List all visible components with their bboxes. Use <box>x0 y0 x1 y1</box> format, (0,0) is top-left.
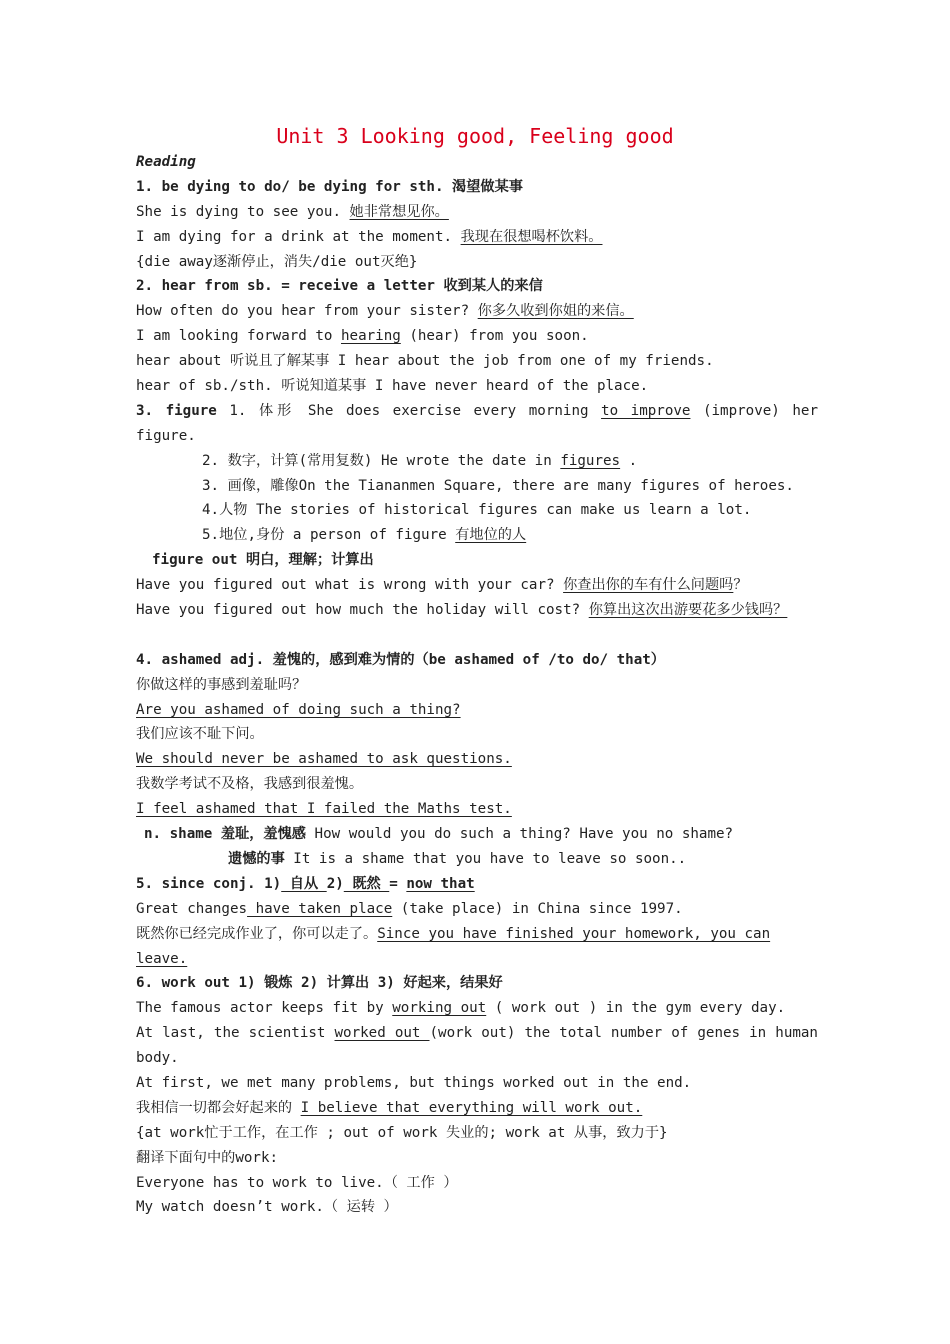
item-1-example-2 <box>136 225 818 250</box>
answer-text: have taken place <box>247 900 393 917</box>
answer-text: 我现在很想喝杯饮料。 <box>460 228 603 245</box>
item-6-translate-2: My watch doesn’t work.（ 运转 ） <box>136 1199 398 1216</box>
shame-noun-line <box>136 822 818 847</box>
item-5-example-1 <box>136 897 818 922</box>
answer-text: to improve <box>601 402 691 419</box>
heading-text: 3. figure <box>136 402 230 419</box>
figure-out-example-2 <box>136 598 818 623</box>
item-6-example-1 <box>136 996 818 1021</box>
item-4-heading: 4. ashamed adj. 羞愧的，感到难为情的（be ashamed of /to do/ that） <box>136 651 665 668</box>
example-text: I am dying for a drink at the moment. <box>136 228 461 245</box>
example-text: (take place) in China since 1997. <box>392 900 683 917</box>
item-1-example-1 <box>136 200 818 225</box>
example-text: It is a shame that you have to leave so soon.. <box>284 850 687 867</box>
answer-text: now that <box>406 875 475 892</box>
item-4-answer-2: We should never be ashamed to ask questions. <box>136 751 512 768</box>
section-heading: Reading <box>136 154 196 170</box>
item-3-sense-4: 4.人物 The stories of historical figures can make us learn a lot. <box>202 502 752 519</box>
example-text: ？ <box>733 577 748 594</box>
item-3-sense-3: 3. 画像，雕像On the Tiananmen Square, there are many figures of heroes. <box>202 477 794 494</box>
answer-text: 她非常想见你。 <box>349 203 449 220</box>
item-6-note: {at work忙于工作，在工作 ; out of work 失业的; work at 从事，致力于} <box>136 1124 668 1141</box>
example-text: ( work out ) in the gym every day. <box>486 1000 786 1017</box>
example-text: How often do you hear from your sister? <box>136 303 478 320</box>
answer-text: 自从 <box>281 875 327 892</box>
example-text: The famous actor keeps fit by <box>136 1000 393 1017</box>
item-5-example-2-cont: leave. <box>136 950 188 967</box>
item-2-example-2 <box>136 324 818 349</box>
item-6-translate-1: Everyone has to work to live.（ 工作 ） <box>136 1174 458 1191</box>
example-text: Have you figured out what is wrong with your car? <box>136 577 564 594</box>
sense-text: 2. 数字，计算(常用复数) He wrote the date in <box>202 452 561 469</box>
item-2-hear-of: hear of sb./sth. 听说知道某事 I have never heard of the place. <box>136 378 649 395</box>
example-text: (hear) from you soon. <box>400 328 589 345</box>
heading-text: = <box>389 875 407 892</box>
item-4-question-1: 你做这样的事感到羞耻吗？ <box>136 676 307 693</box>
item-5-heading <box>136 872 818 897</box>
item-6-example-4 <box>136 1096 818 1121</box>
example-text: Have you figured out how much the holiday will cost? <box>136 602 589 619</box>
item-6-example-2 <box>136 1021 818 1046</box>
heading-text: n. shame 羞耻，羞愧感 <box>144 826 306 843</box>
sense-text: 1. 体形 She does exercise every morning <box>229 402 602 419</box>
answer-text: worked out <box>334 1025 430 1042</box>
item-3-heading <box>136 399 818 424</box>
example-text: 既然你已经完成作业了，你可以走了。 <box>136 925 378 942</box>
example-text: How would you do such a thing? Have you no shame? <box>306 826 734 843</box>
item-4-answer-3: I feel ashamed that I failed the Maths test. <box>136 801 512 818</box>
item-1-note: {die away逐渐停止，消失/die out灭绝} <box>136 253 418 270</box>
item-6-heading: 6. work out 1) 锻炼 2) 计算出 3) 好起来，结果好 <box>136 975 503 992</box>
answer-text: 你算出这次出游要花多少钱吗？ <box>588 602 788 619</box>
heading-text: 遗憾的事 <box>228 850 285 867</box>
figure-out-heading: figure out 明白，理解；计算出 <box>152 552 374 569</box>
item-2-hear-about: hear about 听说且了解某事 I hear about the job from one of my friends. <box>136 353 714 370</box>
page-title: Unit 3 Looking good, Feeling good <box>276 124 674 148</box>
item-3-sense-5 <box>136 523 818 548</box>
shame-pity-line <box>136 847 818 872</box>
item-1-heading: 1. be dying to do/ be dying for sth. 渴望做某事 <box>136 178 523 195</box>
sense-text: . <box>620 452 638 469</box>
answer-text: 你多久收到你姐的来信。 <box>477 303 634 320</box>
answer-text: 你查出你的车有什么问题吗 <box>563 577 734 594</box>
example-text: At last, the scientist <box>136 1025 335 1042</box>
document-body <box>136 150 818 1220</box>
item-6-example-3: At first, we met many problems, but things worked out in the end. <box>136 1074 692 1091</box>
heading-text: 2) <box>326 875 344 892</box>
sense-text: 5.地位,身份 a person of figure <box>202 527 456 544</box>
answer-text: working out <box>392 1000 487 1017</box>
item-6-instruction: 翻译下面句中的work: <box>136 1149 279 1166</box>
blank-line <box>136 623 818 648</box>
answer-text: figures <box>560 452 621 469</box>
answer-text: hearing <box>341 328 401 345</box>
example-text: I am looking forward to <box>136 328 341 345</box>
answer-text: Since you have finished your homework, you can <box>377 925 771 942</box>
item-4-question-2: 我们应该不耻下问。 <box>136 726 264 743</box>
item-2-heading: 2. hear from sb. = receive a letter 收到某人的来信 <box>136 278 543 295</box>
sense-text: (improve) her <box>690 402 818 419</box>
example-text: (work out) the total number of genes in human <box>429 1025 818 1042</box>
item-5-example-2 <box>136 922 818 947</box>
item-4-answer-1: Are you ashamed of doing such a thing? <box>136 701 461 718</box>
example-text: 我相信一切都会好起来的 <box>136 1099 301 1116</box>
item-6-example-2-cont: body. <box>136 1050 179 1067</box>
item-3-sense-2 <box>136 449 818 474</box>
answer-text: 既然 <box>343 875 390 892</box>
example-text: She is dying to see you. <box>136 203 350 220</box>
item-2-example-1 <box>136 299 818 324</box>
example-text: Great changes <box>136 900 248 917</box>
item-4-question-3: 我数学考试不及格，我感到很羞愧。 <box>136 776 364 793</box>
answer-text: 有地位的人 <box>455 527 527 544</box>
answer-text: I believe that everything will work out. <box>300 1099 643 1116</box>
figure-out-example-1 <box>136 573 818 598</box>
heading-text: 5. since conj. 1) <box>136 875 282 892</box>
item-3-heading-cont: figure. <box>136 427 196 444</box>
